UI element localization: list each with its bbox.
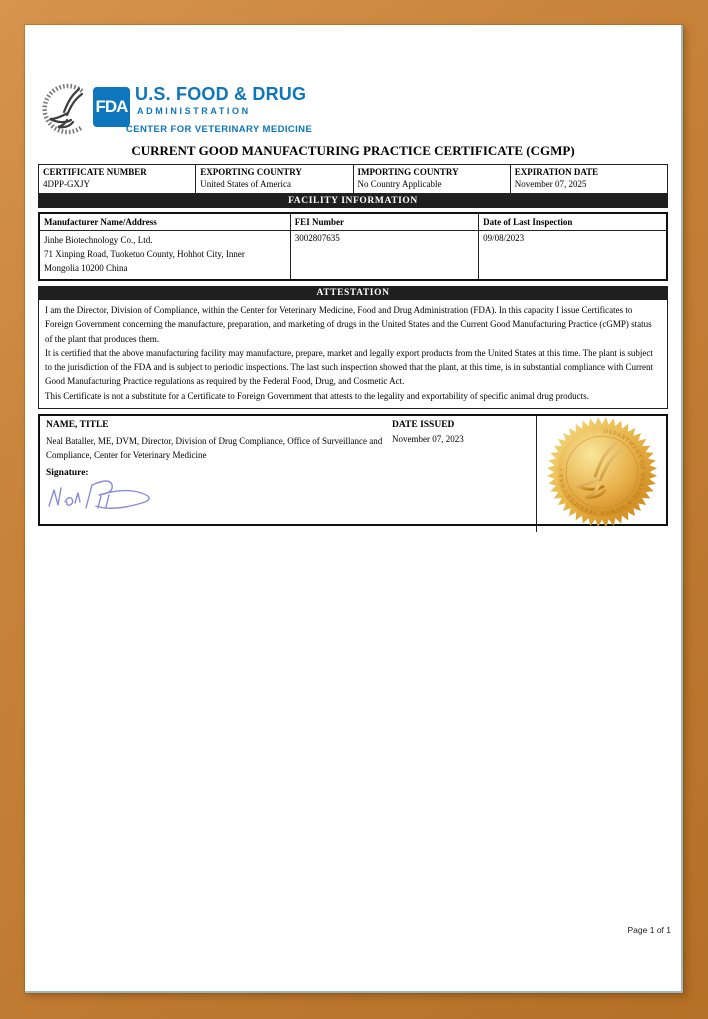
document-title: CURRENT GOOD MANUFACTURING PRACTICE CERTIFICATE (CGMP) [131, 143, 575, 158]
page-number: Page 1 of 1 [627, 925, 671, 935]
name-title-label: NAME, TITLE [46, 420, 109, 431]
attestation-section [38, 286, 668, 409]
table-row [39, 231, 667, 281]
manufacturer-address-line1: 71 Xinping Road, Tuoketuo County, Hohhot City, Inner [44, 249, 245, 259]
exporting-country-label: EXPORTING COUNTRY [200, 167, 302, 177]
certificate-number-label: CERTIFICATE NUMBER [43, 167, 147, 177]
fei-number-column-header: FEI Number [290, 213, 478, 231]
attestation-paragraph-1: I am the Director, Division of Compliance, within the Center for Veterinary Medicine, Food and Drug Administration (FDA). In this capacity I issue Certificates to Foreign Government concerning the manufacture, preparation, and marketing of drugs in the United States and the Current Good Manufacturing Practice (cGMP) status of the plant that produces them. [45, 305, 652, 344]
certificate-page [25, 25, 683, 993]
manufacturer-address-line2: Mongolia 10200 China [44, 263, 128, 273]
agency-name-line1: U.S. FOOD & DRUG [135, 84, 307, 104]
importing-country-label: IMPORTING COUNTRY [357, 167, 459, 177]
fda-logo [93, 87, 130, 127]
attestation-body [38, 300, 668, 409]
manufacturer-name: Jinhe Biotechnology Co., Ltd. [44, 235, 153, 245]
handwritten-signature [44, 476, 174, 522]
agency-logo-block [38, 83, 668, 139]
fei-number-value: 3002807635 [290, 231, 478, 281]
date-issued-label: DATE ISSUED [392, 420, 455, 431]
date-issued-value: November 07, 2023 [392, 434, 464, 445]
name-title-value: Neal Bataller, ME, DVM, Director, Division of Drug Compliance, Office of Surveillance and Compliance, Center for Veterinary Medicine [46, 436, 383, 461]
exporting-country-cell [196, 165, 353, 194]
attestation-paragraph-2: It is certified that the above manufacturing facility may manufacture, prepare, market and legally export products from the United States at this time. The plant is subject to the jurisdiction of the FDA and is subject to periodic inspections. The last such inspection showed that the plant, at this time, is in substantial compliance with Current Good Manufacturing Practice regulations as required by the Federal Food, Drug, and Cosmetic Act. [45, 347, 653, 387]
last-inspection-column-header: Date of Last Inspection [479, 213, 667, 231]
importing-country-cell [353, 165, 510, 194]
fda-acronym: FDA [95, 97, 128, 116]
certificate-number-cell [39, 165, 196, 194]
expiration-date-value: November 07, 2025 [514, 179, 587, 189]
signature-left-cell [40, 416, 537, 532]
manufacturer-column-header: Manufacturer Name/Address [39, 213, 290, 231]
gold-foil-seal [539, 416, 665, 532]
exporting-country-value: United States of America [200, 179, 291, 189]
agency-name-line2: ADMINISTRATION [137, 106, 251, 116]
importing-country-value: No Country Applicable [357, 179, 442, 189]
certificate-number-value: 4DPP-GXJY [43, 179, 91, 189]
facility-table [38, 212, 668, 281]
facility-information-header: FACILITY INFORMATION [38, 194, 668, 208]
last-inspection-date-value: 09/08/2023 [479, 231, 667, 281]
certificate-info-table [38, 164, 668, 194]
manufacturer-name-address-cell [39, 231, 290, 281]
seal-ring-text: DEPARTMENT OF HEALTH & HUMAN SERVICES • USA • [558, 428, 645, 516]
expiration-date-cell [510, 165, 667, 194]
hhs-eagle-icon [38, 83, 90, 135]
seal-cell [537, 416, 666, 532]
signature-block [38, 414, 668, 526]
center-for-veterinary-medicine: CENTER FOR VETERINARY MEDICINE [126, 124, 313, 135]
expiration-date-label: EXPIRATION DATE [514, 167, 599, 177]
attestation-paragraph-3: This Certificate is not a substitute for a Certificate to Foreign Government that attests to the legality and exportability of specific animal drug products. [45, 390, 589, 401]
attestation-header: ATTESTATION [38, 286, 668, 300]
signature-label: Signature: [46, 468, 89, 479]
